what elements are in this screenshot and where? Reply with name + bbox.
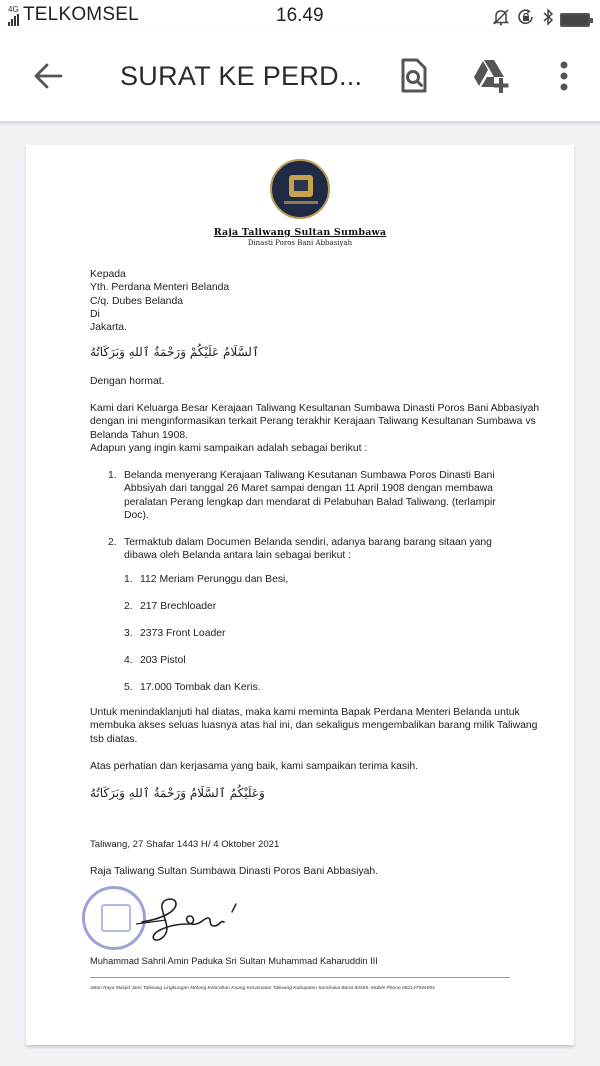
signal-icon (8, 6, 19, 26)
status-bar (0, 0, 600, 32)
intro-paragraph (90, 402, 540, 455)
signatory-name: Muhammad Sahril Amin Paduka Sri Sultan Muhammad Kaharuddin III (90, 956, 378, 966)
seized-item-text: 112 Meriam Perunggu dan Besi, (140, 574, 289, 585)
point-text: Termaktub dalam Documen Belanda sendiri, adanya barang barang sitaan yang dibawa oleh Belanda antara lain sebagai berikut : (124, 537, 492, 562)
request-paragraph: Untuk menindaklanjuti hal diatas, maka kami meminta Bapak Perdana Menteri Belanda untuk membuka akses seluas luasnya atas hal ini, dan sekaligus mengembalikan barang milik Taliwang tsb diatas. (90, 707, 538, 745)
network-type: 4G (8, 5, 19, 14)
seized-item-number: 3. (124, 628, 133, 639)
seized-item-number: 5. (124, 682, 133, 693)
letterhead (26, 159, 574, 247)
recipient-line: Jakarta. (90, 322, 127, 334)
clock: 16.49 (276, 5, 324, 26)
seized-item-text: 2373 Front Loader (140, 628, 226, 639)
opening-arabic-greeting: ٱلسَّلَامُ عَلَيْكُمْ وَرَحْمَةُ ٱللهِ وَبَرَكَاتُهُ (90, 345, 259, 359)
back-button[interactable] (28, 58, 68, 98)
seized-item (124, 573, 424, 600)
seized-item-text: 17.000 Tombak dan Keris. (140, 682, 261, 693)
salutation: Dengan hormat. (90, 376, 165, 387)
place-and-date: Taliwang, 27 Shafar 1443 H/ 4 Oktober 2021 (90, 839, 280, 850)
more-options-button[interactable] (544, 56, 584, 100)
letterhead-name: Raja Taliwang Sultan Sumbawa (213, 227, 387, 238)
drive-add-icon (472, 58, 512, 99)
carrier-name: TELKOMSEL (23, 4, 139, 25)
intro-text: Kami dari Keluarga Besar Kerajaan Taliwang Kesultanan Sumbawa Dinasti Poros Bani Abbasiyah dengan ini menginformasikan terkait Perang terakhir Kerajaan Taliwang Kesultanan Sumbawa vs Belanda Tahun 1908. (90, 403, 540, 441)
battery-icon (560, 13, 590, 27)
bluetooth-icon (542, 8, 554, 31)
app-bar (0, 32, 600, 123)
seized-items-list (124, 573, 424, 708)
mute-bell-icon (492, 8, 510, 31)
signatory-title: Raja Taliwang Sultan Sumbawa Dinasti Poros Bani Abbasiyah. (90, 866, 379, 877)
seized-item-number: 2. (124, 601, 133, 612)
document-search-icon (400, 58, 428, 99)
handwritten-signature (136, 890, 276, 955)
letterhead-subtitle: Dinasti Poros Bani Abbasiyah (247, 239, 353, 247)
seized-item-number: 1. (124, 574, 133, 585)
points-list (108, 469, 508, 563)
recipient-line: Kepada (90, 269, 126, 280)
seized-item (124, 681, 424, 708)
point-number: 2. (108, 537, 117, 549)
point-number: 1. (108, 470, 117, 481)
add-to-drive-button[interactable] (472, 56, 512, 100)
seized-item-text: 217 Brechloader (140, 601, 217, 612)
recipient-block (90, 268, 530, 334)
footer-address: Jalan Raya Masjid Jami Taliwang Lingkungan Molong Kelurahan Kuang Kecamatan Taliwang Kabupaten Sumbawa Barat 84455. Mobile Phone 082147944594 (90, 986, 435, 991)
seized-item-text: 203 Pistol (140, 655, 186, 666)
document-title: SURAT KE PERD... (120, 61, 363, 91)
find-in-document-button[interactable] (394, 56, 434, 100)
seized-item (124, 654, 424, 681)
recipient-line: Di (90, 308, 100, 320)
status-icons (492, 7, 590, 32)
seized-item (124, 600, 424, 627)
rotation-lock-icon (516, 7, 536, 32)
recipient-line: C/q. Dubes Belanda (90, 295, 183, 307)
arrow-left-icon (33, 62, 63, 95)
point-item (108, 469, 508, 522)
footer-divider (90, 977, 510, 978)
document-page[interactable] (26, 145, 574, 1045)
royal-seal-logo (270, 159, 330, 219)
status-left (8, 4, 139, 26)
point-item (108, 536, 508, 563)
seized-item-number: 4. (124, 655, 133, 666)
closing-sentence: Atas perhatian dan kerjasama yang baik, kami sampaikan terima kasih. (90, 761, 419, 772)
more-vert-icon (559, 60, 569, 97)
intro-followup: Adapun yang ingin kami sampaikan adalah sebagai berikut : (90, 442, 368, 454)
seized-item (124, 627, 424, 654)
closing-arabic-greeting: وَعَلَيْكُمُ ٱلسَّلَامُ وَرَحْمَةُ ٱللهِ وَبَرَكَاتُهُ (90, 786, 265, 800)
recipient-line: Yth. Perdana Menteri Belanda (90, 282, 230, 294)
point-text: Belanda menyerang Kerajaan Taliwang Kesutanan Sumbawa Poros Dinasti Bani Abbsiyah dari tanggal 26 Maret sampai dengan 11 April 1908 dengan membawa peralatan Perang lengkap dan mendarat di Pelabuhan Balad Taliwang. (terlampir Doc). (124, 470, 496, 521)
